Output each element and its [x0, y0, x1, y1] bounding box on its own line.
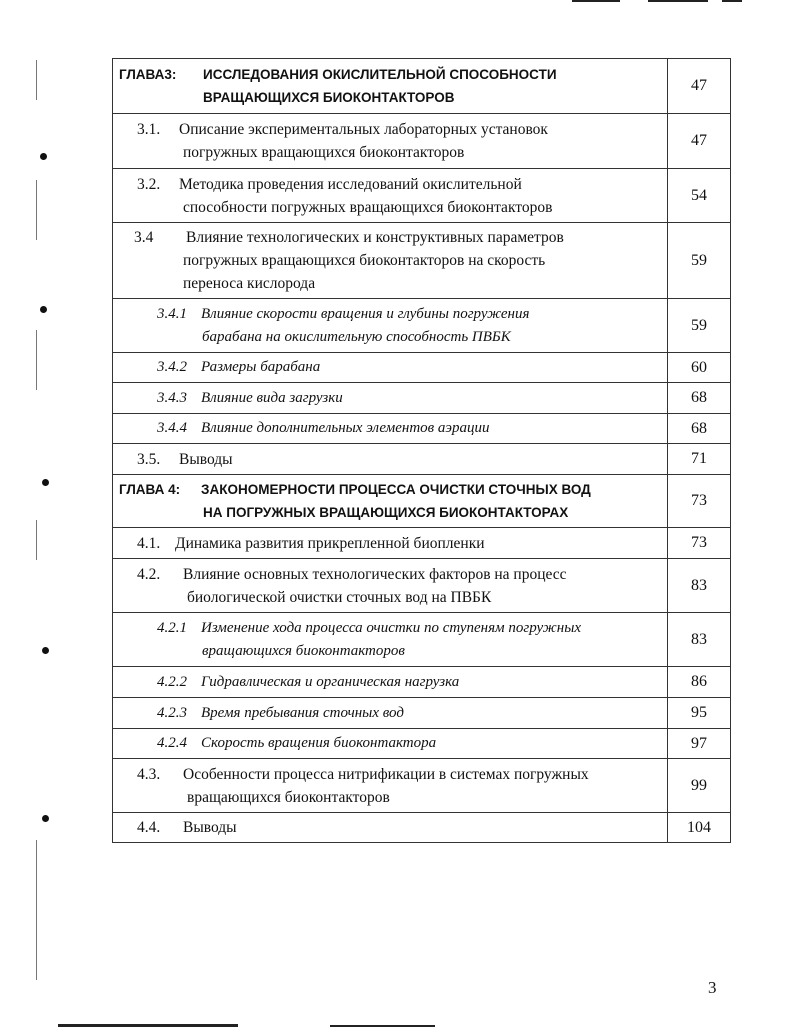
section-title-line: погружных вращающихся биоконтакторов [183, 144, 465, 161]
chapter-title-line: ВРАЩАЮЩИХСЯ БИОКОНТАКТОРОВ [203, 90, 455, 105]
section-title-line: способности погружных вращающихся биоконтакторов [183, 198, 553, 216]
scan-mark-top [572, 0, 620, 2]
toc-entry-title [113, 528, 668, 559]
subsection-number: 4.2.2 [157, 673, 187, 690]
toc-row [113, 528, 731, 559]
subsection-number: 3.4.4 [157, 420, 187, 436]
toc-entry-title [113, 613, 668, 667]
toc-page-number: 68 [668, 414, 731, 444]
toc-row [113, 559, 731, 613]
toc-row [113, 813, 731, 843]
subsection-title-line: Изменение хода процесса очистки по ступеням погружных [201, 619, 582, 636]
subsection-number: 4.2.1 [157, 619, 187, 636]
toc-row [113, 667, 731, 698]
binder-hole-mark [40, 153, 47, 160]
toc-row [113, 59, 731, 114]
subsection-title-line: Скорость вращения биоконтактора [201, 735, 437, 751]
subsection-title-line: Влияние скорости вращения и глубины погружения [201, 305, 530, 322]
toc-entry-title [113, 667, 668, 698]
binder-hole-mark [40, 306, 47, 313]
subsection-title-line: вращающихся биоконтакторов [202, 642, 405, 659]
subsection-title-line: барабана на окислительную способность ПВБК [202, 328, 511, 345]
section-title-line: Выводы [179, 450, 233, 468]
section-title-line: Влияние технологических и конструктивных параметров [186, 229, 564, 246]
toc-page-number: 95 [668, 698, 731, 729]
section-title-line: Влияние основных технологических факторов на процесс [183, 565, 567, 583]
toc-row [113, 613, 731, 667]
toc-page-number: 47 [668, 59, 731, 114]
section-number: 3.2. [137, 175, 161, 193]
toc-entry-title [113, 475, 668, 528]
margin-line [36, 520, 37, 560]
chapter-title-line: НА ПОГРУЖНЫХ ВРАЩАЮЩИХСЯ БИОКОНТАКТОРАХ [203, 505, 569, 520]
subsection-number: 3.4.2 [157, 359, 187, 375]
toc-entry-title [113, 223, 668, 299]
toc-page-number: 99 [668, 759, 731, 813]
section-number: 3.4 [134, 229, 154, 246]
toc-entry-title [113, 759, 668, 813]
margin-line [36, 180, 37, 240]
table-of-contents [112, 58, 731, 843]
margin-line [36, 840, 37, 980]
chapter-title-line: ЗАКОНОМЕРНОСТИ ПРОЦЕССА ОЧИСТКИ СТОЧНЫХ ВОД [201, 482, 591, 497]
toc-row [113, 114, 731, 169]
toc-row [113, 414, 731, 444]
section-title-line: Описание экспериментальных лабораторных установок [179, 121, 548, 138]
toc-row [113, 444, 731, 475]
toc-entry-title [113, 114, 668, 169]
section-number: 4.3. [137, 765, 161, 783]
toc-page-number: 104 [668, 813, 731, 843]
toc-entry-title [113, 813, 668, 843]
chapter-title-line: ИССЛЕДОВАНИЯ ОКИСЛИТЕЛЬНОЙ СПОСОБНОСТИ [203, 67, 557, 82]
toc-entry-title [113, 444, 668, 475]
section-title-line: Динамика развития прикрепленной биопленки [175, 534, 485, 552]
toc-entry-title [113, 414, 668, 444]
scan-mark-top [722, 0, 742, 2]
toc-page-number: 47 [668, 114, 731, 169]
section-title-line: Методика проведения исследований окислительной [179, 175, 522, 193]
section-title-line: погружных вращающихся биоконтакторов на скорость [183, 252, 546, 269]
toc-page-number: 71 [668, 444, 731, 475]
chapter-label: ГЛАВА 4: [119, 482, 181, 497]
subsection-number: 3.4.3 [157, 389, 187, 406]
section-title-line: переноса кислорода [183, 275, 316, 292]
binder-hole-mark [42, 479, 49, 486]
toc-page-number: 83 [668, 613, 731, 667]
subsection-number: 4.2.3 [157, 704, 187, 721]
toc-page-number: 86 [668, 667, 731, 698]
scan-mark-top [648, 0, 708, 2]
toc-page-number: 59 [668, 223, 731, 299]
page-number: 3 [708, 978, 717, 997]
toc-row [113, 475, 731, 528]
scan-mark-bottom [330, 1025, 435, 1027]
section-title-line: Особенности процесса нитрификации в системах погружных [183, 765, 589, 783]
toc-row [113, 383, 731, 414]
section-number: 3.5. [137, 450, 161, 468]
section-number: 4.1. [137, 534, 161, 552]
margin-line [36, 60, 37, 100]
toc-page-number: 73 [668, 528, 731, 559]
toc-entry-title [113, 729, 668, 759]
binder-hole-mark [42, 647, 49, 654]
subsection-number: 4.2.4 [157, 735, 187, 751]
toc-entry-title [113, 353, 668, 383]
toc-page-number: 97 [668, 729, 731, 759]
toc-page-number: 59 [668, 299, 731, 353]
toc-row [113, 353, 731, 383]
toc-page-number: 54 [668, 169, 731, 223]
binder-hole-mark [42, 815, 49, 822]
section-number: 3.1. [137, 121, 161, 138]
subsection-title-line: Гидравлическая и органическая нагрузка [201, 673, 460, 690]
toc-page-number: 60 [668, 353, 731, 383]
section-number: 4.2. [137, 565, 161, 583]
toc-row [113, 223, 731, 299]
toc-page-number: 83 [668, 559, 731, 613]
scan-mark-bottom [58, 1024, 238, 1027]
toc-page-number: 68 [668, 383, 731, 414]
subsection-number: 3.4.1 [157, 305, 187, 322]
toc-entry-title [113, 169, 668, 223]
toc-entry-title [113, 698, 668, 729]
chapter-label: ГЛАВА3: [119, 67, 177, 82]
toc-row [113, 698, 731, 729]
section-title-line: биологической очистки сточных вод на ПВБК [187, 588, 492, 606]
subsection-title-line: Время пребывания сточных вод [201, 704, 404, 721]
toc-row [113, 169, 731, 223]
subsection-title-line: Размеры барабана [201, 359, 321, 375]
toc-entry-title [113, 383, 668, 414]
toc-entry-title [113, 559, 668, 613]
toc-row [113, 729, 731, 759]
section-title-line: Выводы [183, 819, 237, 836]
toc-row [113, 299, 731, 353]
toc-entry-title [113, 59, 668, 114]
toc-row [113, 759, 731, 813]
subsection-title-line: Влияние вида загрузки [201, 389, 343, 406]
section-number: 4.4. [137, 819, 161, 836]
subsection-title-line: Влияние дополнительных элементов аэрации [201, 420, 490, 436]
section-title-line: вращающихся биоконтакторов [187, 788, 390, 806]
toc-entry-title [113, 299, 668, 353]
toc-page-number: 73 [668, 475, 731, 528]
margin-line [36, 330, 37, 390]
